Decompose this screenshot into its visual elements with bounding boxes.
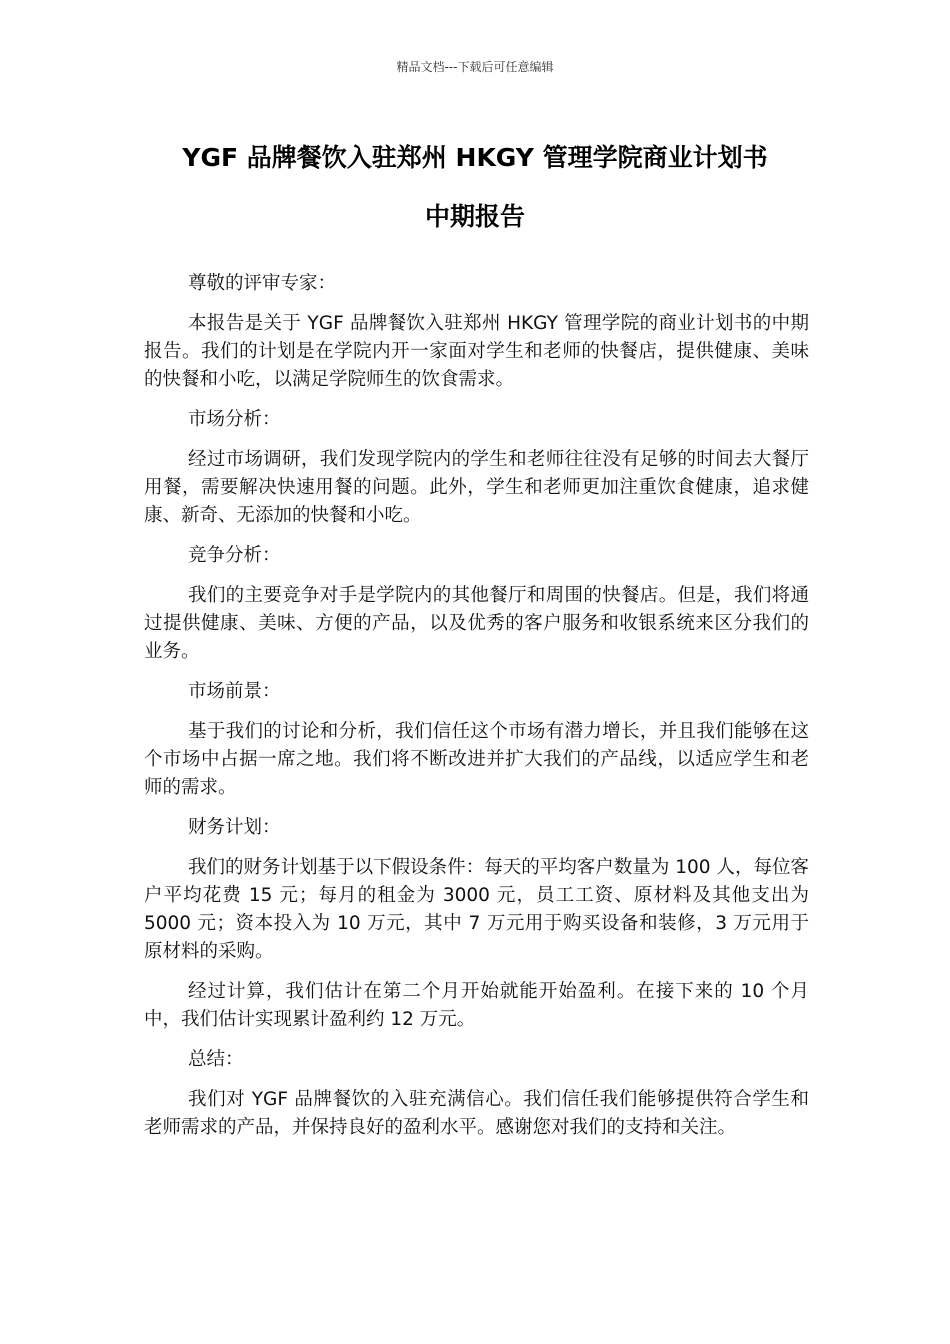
section-heading-market-outlook: 市场前景：	[188, 681, 281, 702]
document-title-line-1: YGF 品牌餐饮入驻郑州 HKGY 管理学院商业计划书	[182, 143, 768, 172]
document-body	[144, 270, 809, 1154]
header-note: 精品文档---下载后可任意编辑	[396, 60, 554, 74]
section-heading-financial-plan: 财务计划：	[188, 817, 281, 838]
document-title-line-2: 中期报告	[424, 202, 525, 231]
section-heading-summary: 总结：	[188, 1049, 244, 1070]
financial-plan-paragraph-1: 我们的财务计划基于以下假设条件：每天的平均客户数量为 100 人，每位客户平均花费 15 元；每月的租金为 3000 元，员工工资、原材料及其他支出为 5000 元；资本投入为 10 万元，其中 7 万元用于购买设备和装修，3 万元用于原材料的采购。	[144, 857, 809, 962]
summary-paragraph: 我们对 YGF 品牌餐饮的入驻充满信心。我们信任我们能够提供符合学生和老师需求的产品，并保持良好的盈利水平。感谢您对我们的支持和关注。	[144, 1089, 809, 1138]
section-heading-competition-analysis: 竞争分析：	[188, 545, 281, 566]
market-analysis-paragraph: 经过市场调研，我们发现学院内的学生和老师往往没有足够的时间去大餐厅用餐，需要解决快速用餐的问题。此外，学生和老师更加注重饮食健康，追求健康、新奇、无添加的快餐和小吃。	[144, 449, 809, 526]
salutation: 尊敬的评审专家：	[188, 273, 337, 294]
market-outlook-paragraph: 基于我们的讨论和分析，我们信任这个市场有潜力增长，并且我们能够在这个市场中占据一席之地。我们将不断改进并扩大我们的产品线，以适应学生和老师的需求。	[144, 721, 809, 798]
financial-plan-paragraph-2: 经过计算，我们估计在第二个月开始就能开始盈利。在接下来的 10 个月中，我们估计实现累计盈利约 12 万元。	[144, 981, 809, 1030]
section-heading-market-analysis: 市场分析：	[188, 409, 281, 430]
intro-paragraph: 本报告是关于 YGF 品牌餐饮入驻郑州 HKGY 管理学院的商业计划书的中期报告。我们的计划是在学院内开一家面对学生和老师的快餐店，提供健康、美味的快餐和小吃，以满足学院师生的饮食需求。	[144, 313, 809, 390]
competition-analysis-paragraph: 我们的主要竞争对手是学院内的其他餐厅和周围的快餐店。但是，我们将通过提供健康、美味、方便的产品，以及优秀的客户服务和收银系统来区分我们的业务。	[144, 585, 809, 662]
